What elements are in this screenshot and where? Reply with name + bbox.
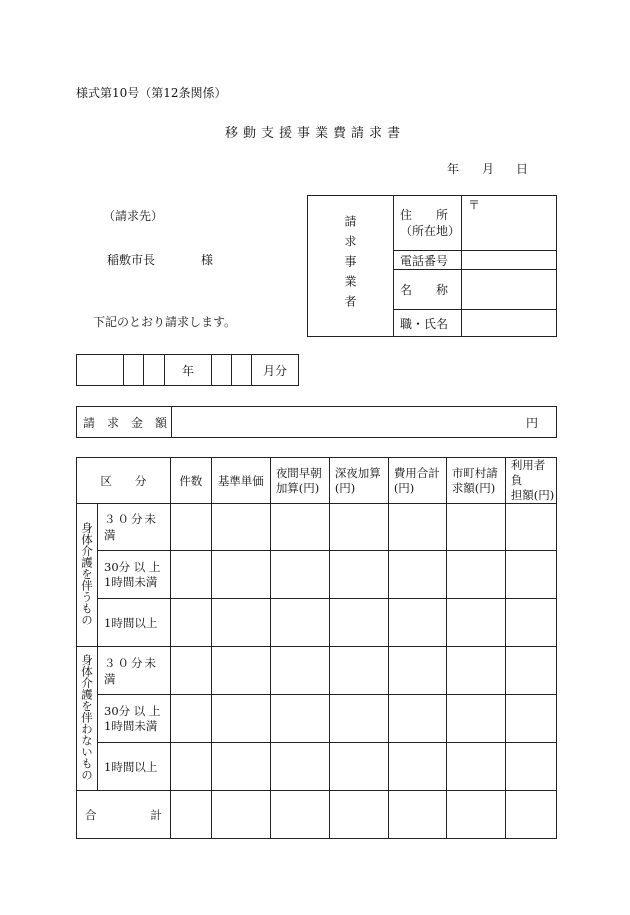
document-title: 移動支援事業費請求書 — [224, 126, 405, 141]
cell-city-claim[interactable] — [446, 695, 505, 743]
cell-total[interactable] — [388, 504, 446, 551]
address-sublabel: （所在地） — [400, 224, 461, 238]
header-total-cost — [388, 458, 446, 504]
cell-count[interactable] — [170, 647, 211, 695]
group-without-care-cell — [77, 647, 98, 791]
cell-user-burden[interactable] — [505, 504, 556, 551]
cell-count[interactable] — [170, 551, 211, 599]
cell-late-fee[interactable] — [329, 599, 388, 647]
cell-total[interactable] — [388, 551, 446, 599]
cell-city-claim[interactable] — [446, 647, 505, 695]
addressee-honorific: 様 — [201, 253, 214, 267]
row-label-line2: 1時間未満 — [104, 718, 158, 733]
cell-total[interactable] — [388, 599, 446, 647]
row-label-cell — [98, 647, 171, 695]
name-label: 名 称 — [400, 283, 449, 297]
header-unit-price-label: 基準単価 — [217, 473, 264, 488]
address-field[interactable] — [462, 196, 557, 251]
table-row — [77, 599, 557, 647]
cell-unit-price[interactable] — [211, 743, 270, 791]
header-city-line1: 市町村請 — [451, 465, 498, 480]
phone-label-cell — [394, 251, 462, 270]
rep-field[interactable] — [462, 310, 557, 337]
cell-count[interactable] — [170, 743, 211, 791]
cell-city-claim[interactable] — [446, 504, 505, 551]
header-user-burden — [505, 458, 556, 504]
row-label-line1: 30分 以 上 — [104, 703, 161, 718]
cell-unit-price[interactable] — [211, 647, 270, 695]
cell-late-fee[interactable] — [329, 695, 388, 743]
header-late-night-fee — [329, 458, 388, 504]
name-field[interactable] — [462, 270, 557, 310]
cell-unit-price[interactable] — [211, 695, 270, 743]
date-year-label: 年 — [447, 162, 460, 176]
total-row — [77, 791, 557, 839]
cell-night-fee[interactable] — [270, 695, 329, 743]
cell-late-fee[interactable] — [329, 504, 388, 551]
period-year-cell — [165, 355, 212, 386]
period-year-digit-2[interactable] — [124, 355, 144, 386]
cell-late-fee[interactable] — [329, 791, 388, 839]
cell-count[interactable] — [170, 695, 211, 743]
header-late-line2: (円) — [334, 480, 356, 495]
rep-label-cell — [394, 310, 462, 337]
name-label-cell — [394, 270, 462, 310]
cell-city-claim[interactable] — [446, 791, 505, 839]
rep-label: 職・氏名 — [400, 316, 449, 331]
cell-night-fee[interactable] — [270, 743, 329, 791]
cell-night-fee[interactable] — [270, 599, 329, 647]
row-label: ３０分未満 — [104, 655, 158, 686]
header-night-fee — [270, 458, 329, 504]
group-with-care-cell — [77, 504, 98, 647]
service-table — [76, 457, 557, 839]
cell-late-fee[interactable] — [329, 551, 388, 599]
header-user-line2: 担額(円) — [510, 488, 555, 502]
row-label-line2: 1時間未満 — [104, 574, 158, 589]
table-row — [77, 504, 557, 551]
group-without-care-label: 身体介護を伴わないもの — [80, 653, 94, 781]
address-label: 住 所 — [400, 208, 449, 222]
group-with-care-label: 身体介護を伴うもの — [80, 521, 94, 626]
row-label-cell — [98, 743, 171, 791]
header-night-line2: 加算(円) — [275, 480, 320, 495]
row-label-cell — [98, 599, 171, 647]
cell-user-burden[interactable] — [505, 695, 556, 743]
applicant-group-cell — [308, 196, 394, 337]
cell-user-burden[interactable] — [505, 791, 556, 839]
header-count — [170, 458, 211, 504]
period-year-digit-1[interactable] — [77, 355, 124, 386]
cell-user-burden[interactable] — [505, 647, 556, 695]
row-label-cell — [98, 695, 171, 743]
cell-unit-price[interactable] — [211, 504, 270, 551]
total-label-right: 計 — [150, 807, 162, 822]
cell-city-claim[interactable] — [446, 743, 505, 791]
header-night-line1: 夜間早朝 — [275, 465, 322, 480]
cell-late-fee[interactable] — [329, 647, 388, 695]
row-label-cell — [98, 551, 171, 599]
header-category — [77, 458, 171, 504]
cell-count[interactable] — [170, 791, 211, 839]
date-month-label: 月 — [482, 162, 495, 176]
cell-total[interactable] — [388, 791, 446, 839]
cell-night-fee[interactable] — [270, 647, 329, 695]
table-row — [77, 647, 557, 695]
addressee-label: （請求先） — [103, 209, 164, 223]
phone-field[interactable] — [462, 251, 557, 270]
addressee-mayor: 稲敷市長 — [107, 253, 156, 267]
applicant-group-label: 請求事業者 — [343, 214, 357, 315]
table-row — [77, 551, 557, 599]
header-total-line2: (円) — [393, 480, 415, 495]
table-row — [77, 743, 557, 791]
cell-total[interactable] — [388, 647, 446, 695]
row-label: 1時間以上 — [104, 615, 158, 630]
cell-unit-price[interactable] — [211, 599, 270, 647]
header-city-line2: 求額(円) — [451, 480, 496, 495]
table-row — [77, 695, 557, 743]
cell-late-fee[interactable] — [329, 743, 388, 791]
total-label-left: 合 — [85, 807, 97, 822]
cell-night-fee[interactable] — [270, 504, 329, 551]
cell-unit-price[interactable] — [211, 791, 270, 839]
header-city-claim — [446, 458, 505, 504]
amount-table — [76, 406, 557, 438]
header-total-line1: 費用合計 — [393, 465, 440, 480]
row-label-line1: 30分 以 上 — [104, 559, 161, 574]
address-label-cell — [394, 196, 462, 251]
cell-user-burden[interactable] — [505, 599, 556, 647]
postal-mark: 〒 — [468, 198, 481, 212]
header-count-label: 件数 — [179, 473, 203, 488]
header-category-label: 区 分 — [100, 473, 147, 488]
amount-label: 請 求 金 額 — [83, 415, 168, 430]
lead-text: 下記のとおり請求します。 — [93, 315, 237, 329]
period-month-digit-2[interactable] — [232, 355, 252, 386]
cell-total[interactable] — [388, 743, 446, 791]
cell-total[interactable] — [388, 695, 446, 743]
header-user-line1: 利用者負 — [510, 458, 546, 487]
applicant-table — [307, 195, 557, 337]
row-label-cell — [98, 504, 171, 551]
cell-night-fee[interactable] — [270, 791, 329, 839]
cell-count[interactable] — [170, 504, 211, 551]
row-label: ３０分未満 — [104, 512, 158, 542]
amount-label-cell — [77, 407, 172, 438]
amount-unit: 円 — [525, 415, 538, 430]
date-day-label: 日 — [516, 162, 529, 176]
cell-city-claim[interactable] — [446, 599, 505, 647]
phone-label: 電話番号 — [400, 253, 449, 268]
period-month-label: 月分 — [262, 363, 287, 378]
header-late-line1: 深夜加算 — [334, 465, 381, 480]
cell-count[interactable] — [170, 599, 211, 647]
period-month-digit-1[interactable] — [212, 355, 232, 386]
row-label: 1時間以上 — [104, 759, 158, 774]
amount-field[interactable] — [172, 407, 557, 438]
period-year-digit-3[interactable] — [144, 355, 165, 386]
period-month-cell — [252, 355, 299, 386]
billing-period-table — [76, 354, 299, 386]
cell-night-fee[interactable] — [270, 551, 329, 599]
cell-user-burden[interactable] — [505, 551, 556, 599]
header-unit-price — [211, 458, 270, 504]
cell-unit-price[interactable] — [211, 551, 270, 599]
cell-city-claim[interactable] — [446, 551, 505, 599]
total-label-cell — [77, 791, 171, 839]
cell-user-burden[interactable] — [505, 743, 556, 791]
form-number: 様式第10号（第12条関係） — [76, 86, 227, 100]
table-header-row — [77, 458, 557, 504]
period-year-label: 年 — [181, 363, 194, 378]
